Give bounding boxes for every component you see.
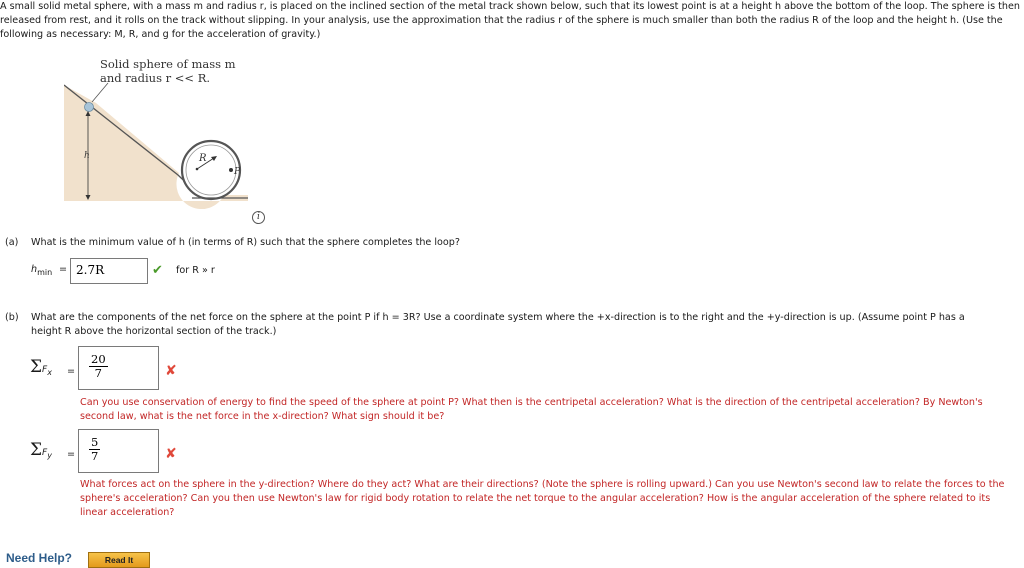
- part-b-label: (b): [5, 312, 19, 323]
- label-h: h: [84, 151, 90, 161]
- sphere: [85, 103, 94, 112]
- figure-caption-line-2: and radius r << R.: [100, 71, 211, 85]
- read-it-button[interactable]: Read It: [88, 552, 150, 568]
- fx-hint: Can you use conservation of energy to find the speed of the sphere at point P? What then is the centripetal acceleration? What is the direction of the centripetal acceleration? By Newton's second law, what is the net force in the x-direction? What sign should it be?: [80, 397, 983, 422]
- fy-answer-field[interactable]: [78, 429, 159, 473]
- sigma-fy: Σ: [30, 440, 43, 460]
- point-p: [229, 168, 233, 172]
- hmin-var: h: [31, 264, 38, 275]
- fx-label: [30, 357, 52, 380]
- info-icon[interactable]: i: [252, 211, 265, 224]
- hmin-variable: [31, 263, 52, 280]
- hmin-answer-field[interactable]: [70, 258, 148, 284]
- hmin-note: for R » r: [176, 265, 215, 276]
- cross-icon: ✘: [165, 363, 177, 379]
- fx-numerator: 20: [91, 352, 106, 366]
- sigma-fx: Σ: [30, 357, 43, 377]
- fy-hint: What forces act on the sphere in the y-direction? Where do they act? What are their directions? (Note the sphere is rolling upward.) Can you use Newton's second law to relate the forces to the sphere's acceleration? Can you then use Newton's law for rigid body rotation to relate the net torque to the angular acceleration? How is the angular acceleration of the sphere related to its linear acceleration?: [80, 479, 1005, 518]
- fx-denominator: 7: [94, 366, 102, 380]
- part-b-question-line-2: height R above the horizontal section of the track.): [31, 326, 277, 337]
- part-a-label: (a): [5, 237, 19, 248]
- fx-answer-field[interactable]: [78, 346, 159, 390]
- fy-label: [30, 440, 52, 463]
- fx-fraction: [89, 353, 108, 380]
- fx-var: F: [42, 365, 48, 375]
- figure-caption-line-1: Solid sphere of mass m: [100, 57, 236, 71]
- fy-var: F: [42, 448, 48, 458]
- fy-sub: y: [47, 450, 52, 460]
- check-icon: ✔: [152, 263, 163, 278]
- part-b-question: [31, 311, 1021, 339]
- label-P: P: [234, 167, 241, 177]
- figure-caption: [100, 57, 236, 85]
- fy-fraction: [89, 436, 100, 463]
- fx-equals: =: [67, 366, 76, 377]
- problem-statement: A small solid metal sphere, with a mass m and radius r, is placed on the inclined section of the metal track shown below, such that its lowest point is at a height h above the bottom of the loop. The sphere is then released from rest, and it rolls on the track without slipping. In your analysis, use the approximation that the radius r of the sphere is much smaller than both the radius R of the loop and the height h. (Use the following as necessary: M, R, and g for the acceleration of gravity.): [0, 1, 1020, 40]
- hmin-sub: min: [37, 267, 53, 277]
- fx-sub: x: [47, 367, 52, 377]
- hmin-equals: =: [59, 264, 68, 275]
- hmin-answer-value: 2.7R: [76, 263, 105, 277]
- fy-denominator: 7: [91, 449, 99, 463]
- fy-equals: =: [67, 449, 76, 460]
- need-help-label: Need Help?: [6, 551, 73, 565]
- part-b-question-line-1: What are the components of the net force on the sphere at the point P if h = 3R? Use a coordinate system where the +x-direction is to the right and the +y-direction is up. (Assume point P has a: [31, 312, 965, 323]
- label-R: R: [199, 153, 207, 164]
- cross-icon: ✘: [165, 446, 177, 462]
- part-a-question: What is the minimum value of h (in terms of R) such that the sphere completes the loop?: [31, 237, 460, 248]
- fy-numerator: 5: [91, 435, 99, 449]
